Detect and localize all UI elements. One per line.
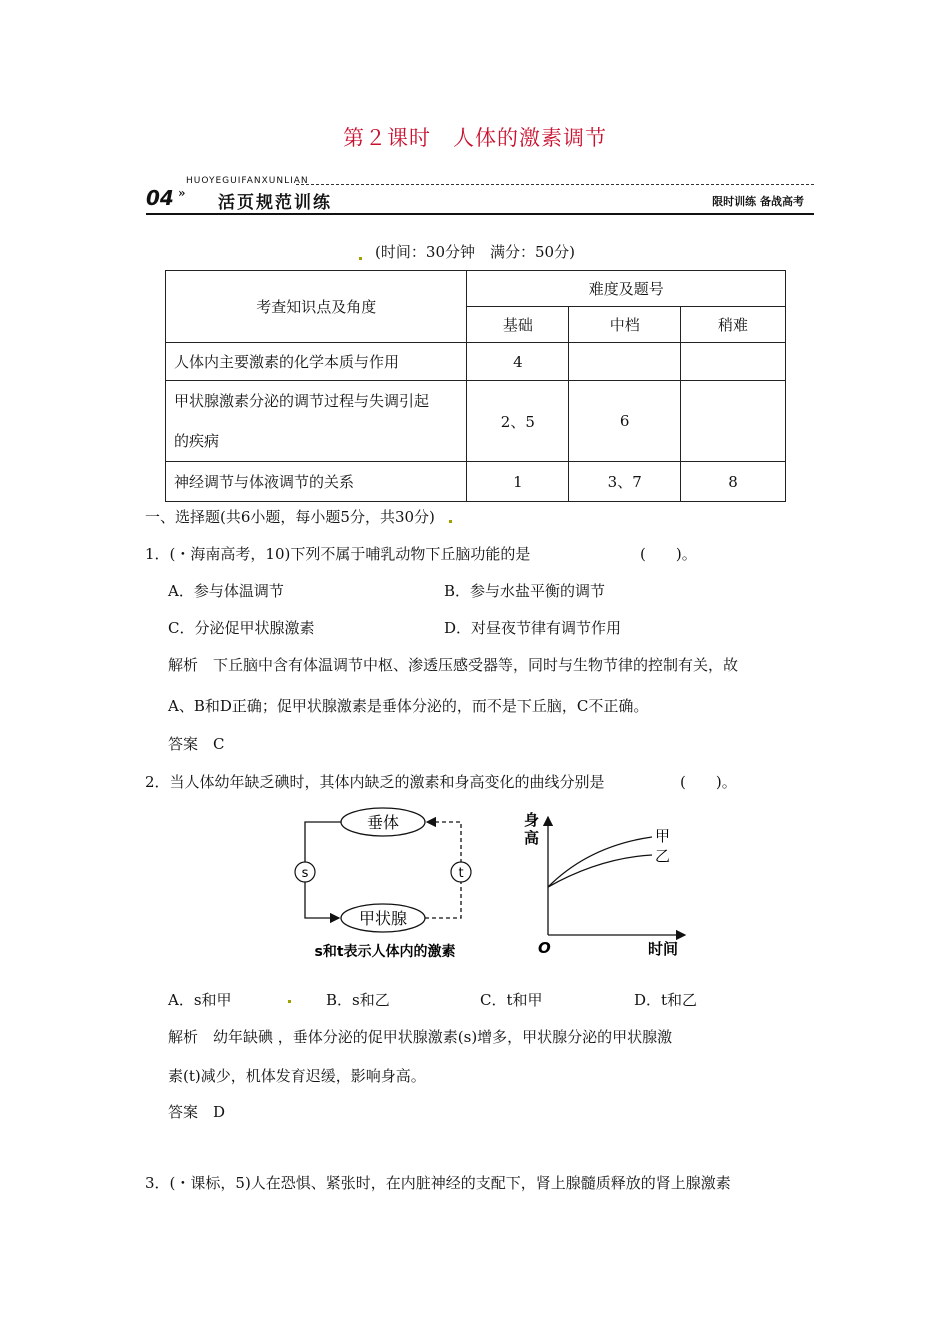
- banner-pinyin: HUOYEGUIFANXUNLIAN: [186, 176, 309, 186]
- q2-answer: 答案 D: [168, 1103, 226, 1121]
- knowledge-table: [165, 270, 786, 502]
- chevron-right-icon: »: [178, 186, 186, 200]
- row-topic-line1: 甲状腺激素分泌的调节过程与失调引起: [174, 392, 430, 410]
- x-label: 时间: [648, 940, 679, 958]
- row-medium: 6: [569, 381, 681, 462]
- q2-option-d: D．t和乙: [634, 991, 698, 1009]
- q2-stem: 2．当人体幼年缺乏碘时，其体内缺乏的激素和身高变化的曲线分别是: [145, 773, 605, 791]
- curve-yi: [548, 855, 652, 887]
- row-basic: 2、5: [467, 381, 569, 462]
- header-difficulty: 难度及题号: [467, 271, 786, 307]
- level-medium: 中档: [569, 307, 681, 343]
- table-row: [166, 381, 786, 462]
- row-basic: 4: [467, 343, 569, 381]
- row-medium: [569, 343, 681, 381]
- row-topic: [166, 381, 467, 462]
- level-basic: 基础: [467, 307, 569, 343]
- header-topic: 考查知识点及角度: [166, 271, 467, 343]
- section-heading: 一、选择题(共6小题，每小题5分，共30分): [145, 508, 435, 526]
- banner-name: 活页规范训练: [218, 193, 332, 213]
- table-row: [166, 343, 786, 381]
- q2-analysis-line1: 解析 幼年缺碘 ，垂体分泌的促甲状腺激素(s)增多，甲状腺分泌的甲状腺激: [168, 1028, 673, 1046]
- q2-option-b: B．s和乙: [326, 991, 390, 1009]
- curve-yi-label: 乙: [655, 847, 671, 865]
- diagram-caption: s和t表示人体内的激素: [314, 944, 456, 960]
- q1-option-b: B．参与水盐平衡的调节: [444, 582, 606, 600]
- s-label: s: [301, 866, 309, 881]
- q1-answer: 答案 C: [168, 735, 225, 753]
- hormone-loop-diagram: [285, 800, 485, 965]
- banner-dashed-line: [296, 184, 814, 185]
- time-info: (时间：30分钟 满分：50分): [375, 243, 575, 261]
- row-topic: 神经调节与体液调节的关系: [166, 462, 467, 502]
- level-hard: 稍难: [681, 307, 786, 343]
- banner-tagline: 限时训练 备战高考: [712, 195, 804, 208]
- thyroid-label: 甲状腺: [358, 909, 408, 928]
- row-topic-line2: 的疾病: [174, 432, 220, 450]
- q1-option-c: C．分泌促甲状腺激素: [168, 619, 315, 637]
- row-topic: 人体内主要激素的化学本质与作用: [166, 343, 467, 381]
- y-label-2: 高: [524, 829, 540, 847]
- q1-option-d: D．对昼夜节律有调节作用: [444, 619, 622, 637]
- row-basic: 1: [467, 462, 569, 502]
- marker-dot: [288, 1000, 291, 1003]
- row-hard: [681, 381, 786, 462]
- page-title: 第２课时 人体的激素调节: [343, 126, 607, 150]
- marker-dot: [449, 520, 452, 523]
- q2-option-c: C．t和甲: [480, 991, 543, 1009]
- t-label: t: [458, 866, 464, 881]
- height-time-graph: [520, 805, 695, 965]
- table-row: [166, 462, 786, 502]
- banner-underline: [146, 213, 814, 215]
- pituitary-label: 垂体: [366, 813, 400, 832]
- section-banner: [146, 176, 814, 216]
- q2-option-a: A．s和甲: [168, 991, 232, 1009]
- y-label-1: 身: [524, 811, 540, 829]
- q1-paren: ( )。: [640, 545, 697, 563]
- curve-jia-label: 甲: [655, 827, 671, 845]
- q3-stem: 3．(・课标，5)人在恐惧、紧张时，在内脏神经的支配下，肾上腺髓质释放的肾上腺激素: [145, 1174, 731, 1192]
- q1-option-a: A．参与体温调节: [168, 582, 284, 600]
- q2-paren: ( )。: [680, 773, 737, 791]
- q2-analysis-line2: 素(t)减少，机体发育迟缓，影响身高。: [168, 1067, 426, 1085]
- q1-analysis-line1: 解析 下丘脑中含有体温调节中枢、渗透压感受器等，同时与生物节律的控制有关，故: [168, 656, 739, 674]
- row-medium: 3、7: [569, 462, 681, 502]
- banner-number: 04: [146, 186, 174, 210]
- row-hard: 8: [681, 462, 786, 502]
- q1-stem: 1．(・海南高考，10)下列不属于哺乳动物下丘脑功能的是: [145, 545, 531, 563]
- origin-label: O: [538, 939, 551, 957]
- q1-analysis-line2: A、B和D正确；促甲状腺激素是垂体分泌的，而不是下丘脑，C不正确。: [168, 697, 649, 715]
- row-hard: [681, 343, 786, 381]
